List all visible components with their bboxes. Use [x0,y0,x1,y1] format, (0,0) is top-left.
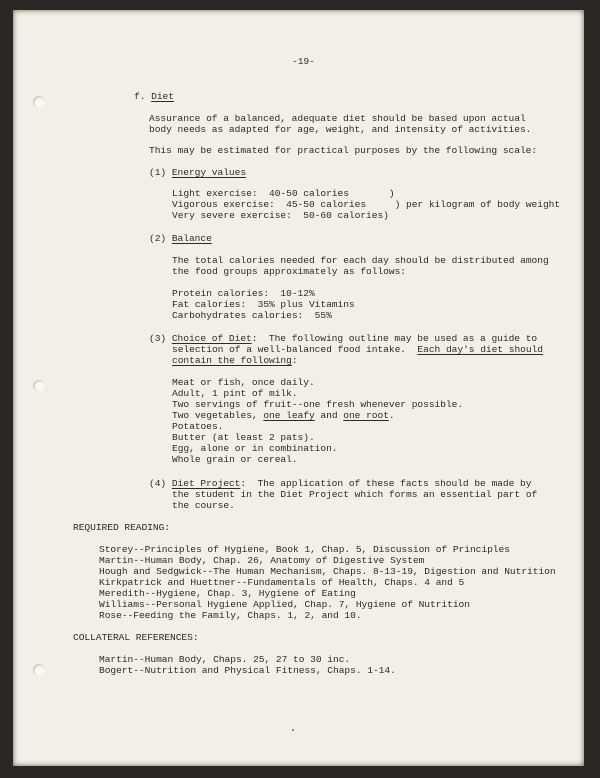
balance-text: the food groups approximately as follows: [172,266,406,277]
energy-number: (1) [149,167,167,178]
required-reading-heading: REQUIRED READING: [73,522,171,533]
project-text: the course. [172,500,235,511]
choice-emphasis: Each day's diet should [417,344,543,355]
punch-hole-middle [33,380,45,392]
reference-item: Bogert--Nutrition and Physical Fitness, Chaps. 1-14. [99,665,396,676]
energy-line: Light exercise: 40-50 calories ) [172,188,395,199]
choice-text: : [291,355,298,366]
diet-item-text: and [314,410,344,421]
reading-item: Martin--Human Body, Chap. 26, Anatomy of Digestive System [99,555,425,566]
energy-title: Energy values [171,167,247,178]
diet-item: Potatoes. [172,421,224,432]
diet-item-text: . [388,410,395,421]
reading-item: Storey--Principles of Hygiene, Book 1, Chap. 5, Discussion of Principles [99,544,510,555]
choice-line-1 [149,333,537,344]
section-title: Diet [151,91,174,102]
reading-item: Meredith--Hygiene, Chap. 3, Hygiene of Eating [99,588,356,599]
balance-item: Carbohydrates calories: 55% [172,310,332,321]
balance-number: (2) [149,233,167,244]
diet-item: Butter (at least 2 pats). [172,432,315,443]
energy-line: Very severe exercise: 50-60 calories) [172,210,389,221]
intro-line: Assurance of a balanced, adequate diet should be based upon actual [149,113,526,124]
reading-item: Williams--Personal Hygiene Applied, Chap. 7, Hygiene of Nutrition [99,599,470,610]
choice-number: (3) [149,333,167,344]
diet-item-emphasis: one root [343,410,389,421]
reading-item: Hough and Sedgwick--The Human Mechanism, Chaps. 8-13-19, Digestion and Nutrition [99,566,556,577]
reference-item: Martin--Human Body, Chaps. 25, 27 to 30 inc. [99,654,351,665]
page-number: -19- [292,56,315,67]
project-number: (4) [149,478,167,489]
balance-text: The total calories needed for each day should be distributed among [172,255,549,266]
reading-item: Rose--Feeding the Family, Chaps. 1, 2, and 10. [99,610,362,621]
paper-speck [292,729,294,731]
project-text: : The application of these facts should be made by [240,478,532,489]
choice-line-2 [172,344,543,355]
balance-title: Balance [171,233,212,244]
reading-item: Kirkpatrick and Huettner--Fundamentals of Health, Chaps. 4 and 5 [99,577,465,588]
collateral-heading: COLLATERAL REFERENCES: [73,632,199,643]
intro-line: body needs as adapted for age, weight, and intensity of activities. [149,124,532,135]
punch-hole-bottom [33,664,45,676]
balance-item: Protein calories: 10-12% [172,288,315,299]
scale-intro: This may be estimated for practical purposes by the following scale: [149,145,538,156]
choice-emphasis: contain the following [172,355,292,366]
diet-item: Adult, 1 pint of milk. [172,388,298,399]
balance-item: Fat calories: 35% plus Vitamins [172,299,355,310]
balance-heading [149,233,212,244]
project-title: Diet Project [171,478,241,489]
project-text: the student in the Diet Project which forms an essential part of [172,489,538,500]
energy-line: Vigorous exercise: 45-50 calories ) per kilogram of body weight [172,199,561,210]
section-heading [134,91,174,102]
diet-item-text: Two vegetables, [172,410,264,421]
choice-line-3 [172,355,298,366]
project-line-1 [149,478,531,489]
choice-title: Choice of Diet [171,333,252,344]
diet-item: Egg, alone or in combination. [172,443,338,454]
energy-heading [149,167,246,178]
choice-text: selection of a well-balanced food intake. [172,344,418,355]
choice-text: : The following outline may be used as a guide to [251,333,538,344]
section-letter: f. [134,91,146,102]
diet-item-emphasis: one leafy [263,410,315,421]
diet-item: Meat or fish, once daily. [172,377,315,388]
punch-hole-top [33,96,45,108]
diet-item-vegetables [172,410,395,421]
diet-item: Two servings of fruit--one fresh whenever possible. [172,399,464,410]
diet-item: Whole grain or cereal. [172,454,298,465]
